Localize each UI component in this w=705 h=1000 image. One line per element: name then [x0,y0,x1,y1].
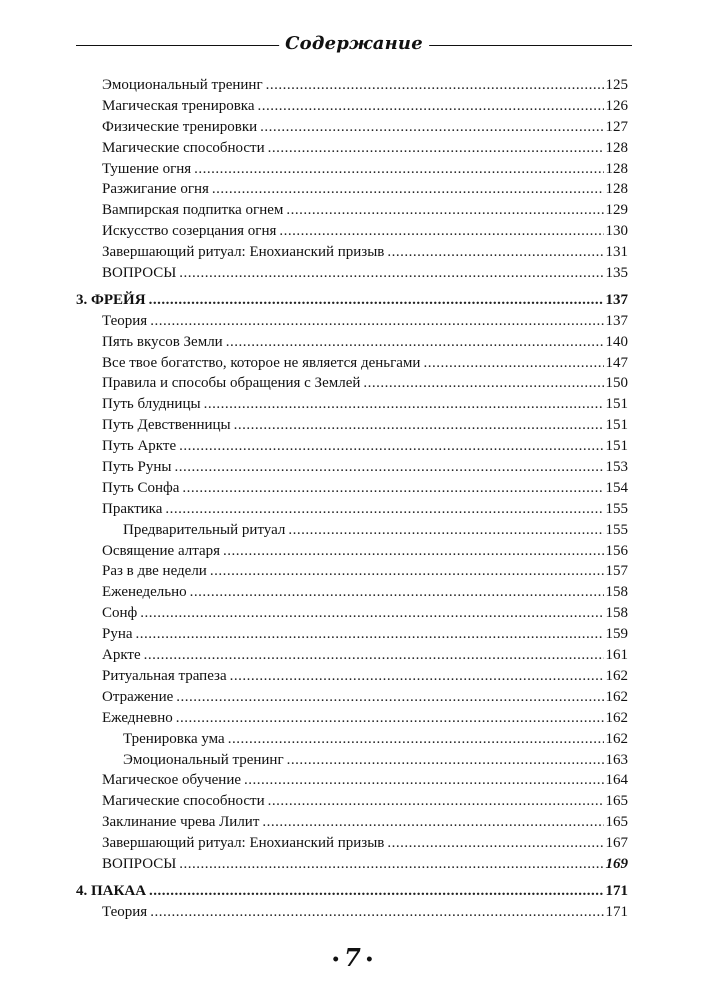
leader-dots [150,902,603,923]
leader-dots [165,499,603,520]
toc-entry-page: 169 [605,855,628,872]
toc-entry [76,687,628,708]
toc-entry-page: 130 [605,223,628,240]
leader-dots [287,750,604,771]
leader-dots [176,708,604,729]
toc-entry-label: Путь Руны [102,459,172,476]
toc-entry [76,499,628,520]
toc-entry-page: 128 [605,181,628,198]
toc-entry [76,833,628,854]
bullet-right: • [364,951,374,968]
toc-entry-label: Путь Аркте [102,438,177,455]
toc-entry-label: Завершающий ритуал: Енохианский призыв [102,244,385,261]
leader-dots [244,770,604,791]
toc-entry-page: 161 [605,647,628,664]
toc-entry-label: Эмоциональный тренинг [102,77,263,93]
toc-entry-page: 165 [605,793,628,810]
toc-entry [76,561,628,582]
toc-entry-page: 125 [605,77,628,93]
toc-entry-page: 126 [605,97,628,114]
toc-entry-label: Разжигание огня [102,181,209,198]
toc-entry-label: Путь Девственницы [102,417,231,434]
toc-entry [76,645,628,666]
toc-entry [76,221,628,242]
leader-dots [179,263,603,284]
toc-entry-label: Еженедельно [102,584,187,601]
toc-entry [76,200,628,221]
toc-entry [76,117,628,138]
toc-entry [76,332,628,353]
toc-entry-page: 131 [605,244,628,261]
toc-entry-page: 171 [605,903,628,920]
toc-entry-page: 153 [605,459,628,476]
toc-entry [76,603,628,624]
leader-dots [262,812,603,833]
leader-dots [286,200,603,221]
toc-entry-label: Ежедневно [102,709,173,726]
leader-dots [223,541,603,562]
toc-entry [76,582,628,603]
toc-entry [76,812,628,833]
toc-entry-label: Магические способности [102,139,265,156]
toc-entry [76,708,628,729]
toc-entry-page: 162 [605,709,628,726]
toc-entry-label: Тренировка ума [123,730,225,747]
leader-dots [288,520,603,541]
leader-dots [260,117,603,138]
leader-dots [149,881,603,902]
toc-entry-page: 162 [605,730,628,747]
chapter-page: 137 [605,291,628,308]
header-title: Содержание [279,30,429,58]
toc-entry-label: Правила и способы обращения с Землей [102,375,361,392]
toc-entry-page: 164 [605,772,628,789]
bullet-left: • [331,951,341,968]
toc-entry-label: Теория [102,312,148,329]
toc-entry [76,179,628,200]
leader-dots [136,624,604,645]
toc-entry-page: 140 [605,333,628,350]
toc-entry-label: Магическое обучение [102,772,241,789]
toc-entry-label: Раз в две недели [102,563,207,580]
toc-entry-page: 151 [605,396,628,413]
toc-entry-label: Пять вкусов Земли [102,333,223,350]
toc-entry-label: Путь блудницы [102,396,201,413]
leader-dots [150,311,603,332]
toc-entry [76,854,628,875]
leader-dots [228,729,604,750]
table-of-contents [76,75,628,923]
toc-entry-page: 127 [605,118,628,135]
toc-entry-label: Сонф [102,605,138,622]
toc-subentry [76,520,628,541]
toc-entry-page: 155 [605,500,628,517]
leader-dots [279,221,603,242]
toc-entry [76,457,628,478]
toc-entry-label: Отражение [102,688,174,705]
toc-entry-page: 162 [605,667,628,684]
leader-dots [230,666,604,687]
toc-entry [76,770,628,791]
running-header [76,30,632,60]
toc-entry-label: Ритуальная трапеза [102,667,227,684]
toc-entry-page: 129 [605,202,628,219]
toc-entry-page: 135 [605,265,628,282]
leader-dots [174,457,603,478]
toc-entry-label: Аркте [102,647,141,664]
leader-dots [190,582,604,603]
leader-dots [268,138,604,159]
toc-entry [76,96,628,117]
toc-entry-page: 157 [605,563,628,580]
toc-entry-label: Освящение алтаря [102,542,221,559]
toc-entry-label: Практика [102,500,163,517]
toc-entry-page: 158 [605,584,628,601]
leader-dots [423,353,603,374]
toc-entry-page: 151 [605,438,628,455]
leader-dots [140,603,603,624]
chapter-title: 3. ФРЕЙЯ [76,291,146,308]
chapter-heading [76,290,628,311]
toc-entry [76,436,628,457]
toc-entry-page: 165 [605,814,628,831]
toc-entry [76,373,628,394]
toc-entry-page: 163 [605,751,628,768]
chapter-page: 171 [605,882,628,899]
toc-entry [76,478,628,499]
toc-entry-label: Искусство созерцания огня [102,223,277,240]
toc-entry-label: Заклинание чрева Лилит [102,814,260,831]
leader-dots [182,478,603,499]
leader-dots [387,242,603,263]
toc-entry-label: Магические способности [102,793,265,810]
toc-entry [76,138,628,159]
leader-dots [212,179,604,200]
leader-dots [179,854,603,875]
toc-entry-label: Руна [102,626,133,643]
leader-dots [144,645,604,666]
toc-entry-page: 128 [605,139,628,156]
toc-entry [76,541,628,562]
leader-dots [149,290,604,311]
toc-subentry [76,729,628,750]
toc-entry-label: Предварительный ритуал [123,521,286,538]
toc-entry [76,75,628,96]
toc-entry-page: 167 [605,835,628,852]
toc-entry [76,791,628,812]
toc-entry-label: Теория [102,903,148,920]
toc-entry-page: 150 [605,375,628,392]
chapter-heading [76,881,628,902]
toc-entry [76,263,628,284]
toc-entry-page: 128 [605,160,628,177]
toc-entry-label: Тушение огня [102,160,192,177]
toc-entry [76,159,628,180]
leader-dots [234,415,604,436]
leader-dots [226,332,604,353]
leader-dots [194,159,603,180]
toc-entry-page: 137 [605,312,628,329]
toc-entry [76,311,628,332]
toc-entry [76,415,628,436]
leader-dots [204,394,604,415]
toc-entry-page: 147 [605,354,628,371]
leader-dots [258,96,604,117]
leader-dots [266,75,604,96]
toc-entry-label: Путь Сонфа [102,479,180,496]
toc-subentry [76,750,628,771]
toc-entry-label: Вампирская подпитка огнем [102,202,284,219]
page-number: 7 [344,943,361,972]
toc-entry [76,394,628,415]
leader-dots [179,436,603,457]
toc-entry-page: 155 [605,521,628,538]
leader-dots [210,561,604,582]
toc-entry-label: Магическая тренировка [102,97,255,114]
leader-dots [176,687,603,708]
toc-entry [76,353,628,374]
toc-entry-label: Эмоциональный тренинг [123,751,284,768]
toc-entry-label: ВОПРОСЫ [102,855,177,872]
leader-dots [363,373,603,394]
toc-entry-label: Завершающий ритуал: Енохианский призыв [102,835,385,852]
toc-entry [76,902,628,923]
toc-entry-page: 156 [605,542,628,559]
toc-entry-label: Все твое богатство, которое не является деньгами [102,354,421,371]
leader-dots [387,833,603,854]
toc-entry-page: 162 [605,688,628,705]
page-number-footer [0,943,705,975]
toc-entry-page: 154 [605,479,628,496]
chapter-title: 4. ПАКАА [76,882,147,899]
toc-entry [76,666,628,687]
leader-dots [268,791,604,812]
toc-entry [76,242,628,263]
toc-entry-label: ВОПРОСЫ [102,265,177,282]
toc-entry-page: 159 [605,626,628,643]
toc-entry-page: 158 [605,605,628,622]
toc-entry [76,624,628,645]
toc-entry-label: Физические тренировки [102,118,258,135]
toc-entry-page: 151 [605,417,628,434]
